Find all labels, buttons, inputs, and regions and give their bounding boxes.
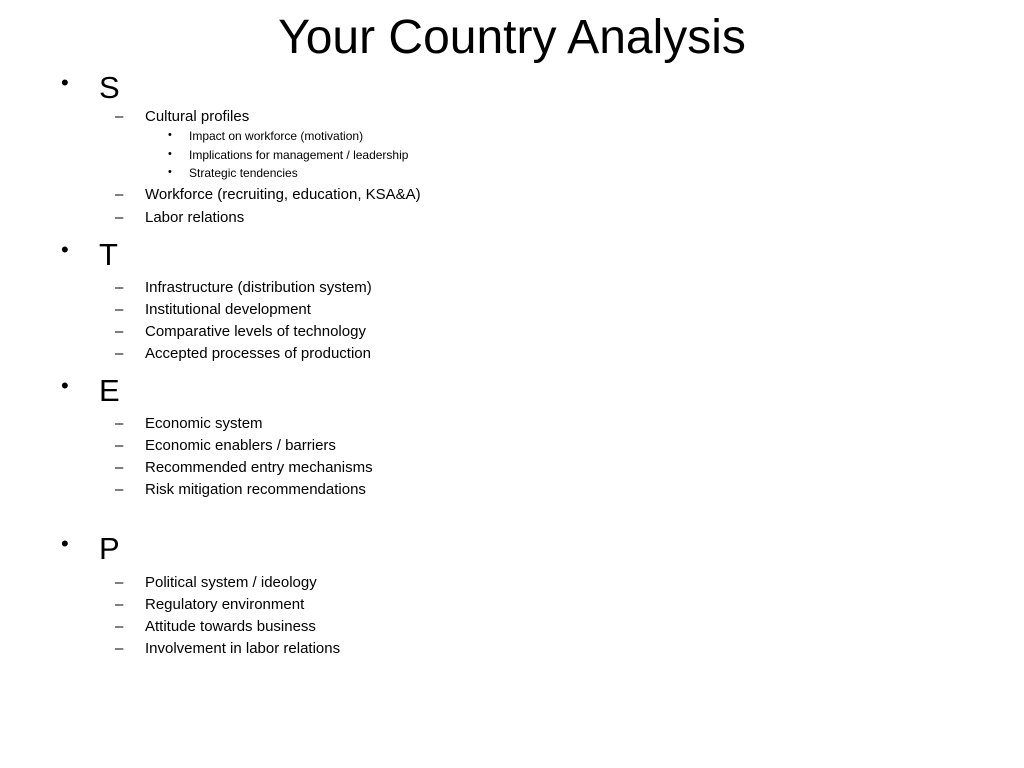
list-item-text: Institutional development <box>145 301 311 318</box>
dash-icon: – <box>115 108 124 125</box>
section-heading: T <box>99 237 118 272</box>
list-item-text: Recommended entry mechanisms <box>145 459 373 476</box>
list-item-text: Economic enablers / barriers <box>145 437 336 454</box>
list-item-text: Accepted processes of production <box>145 345 371 362</box>
list-item-text: Cultural profiles <box>145 108 250 125</box>
list-item-text: Political system / ideology <box>145 574 317 591</box>
bullet-icon: • <box>61 373 69 398</box>
section-heading: E <box>99 373 120 408</box>
bullet-icon: • <box>168 148 172 160</box>
section-heading: P <box>99 531 120 566</box>
dash-icon: – <box>115 301 124 318</box>
list-item-text: Involvement in labor relations <box>145 640 341 657</box>
dash-icon: – <box>115 618 124 635</box>
dash-icon: – <box>115 459 124 476</box>
bullet-icon: • <box>61 70 69 95</box>
list-item-text: Workforce (recruiting, education, KSA&A) <box>145 186 421 203</box>
dash-icon: – <box>115 323 124 340</box>
dash-icon: – <box>115 415 124 432</box>
dash-icon: – <box>115 574 124 591</box>
bullet-icon: • <box>168 166 172 178</box>
dash-icon: – <box>115 345 124 362</box>
sub-list-item-text: Strategic tendencies <box>189 166 298 180</box>
list-item-text: Regulatory environment <box>145 596 305 613</box>
list-item-text: Attitude towards business <box>145 618 316 635</box>
sub-list-item-text: Impact on workforce (motivation) <box>189 129 364 143</box>
list-item-text: Risk mitigation recommendations <box>145 481 366 498</box>
dash-icon: – <box>115 279 124 296</box>
dash-icon: – <box>115 209 124 226</box>
dash-icon: – <box>115 186 124 203</box>
section-heading: S <box>99 70 120 105</box>
list-item-text: Infrastructure (distribution system) <box>145 279 372 296</box>
dash-icon: – <box>115 481 124 498</box>
bullet-icon: • <box>61 531 69 556</box>
list-item-text: Economic system <box>145 415 263 432</box>
list-item-text: Comparative levels of technology <box>145 323 366 340</box>
dash-icon: – <box>115 437 124 454</box>
dash-icon: – <box>115 596 124 613</box>
dash-icon: – <box>115 640 124 657</box>
slide-title: Your Country Analysis <box>278 11 746 64</box>
sub-list-item-text: Implications for management / leadership <box>189 148 409 162</box>
list-item-text: Labor relations <box>145 209 245 226</box>
bullet-icon: • <box>168 129 172 141</box>
bullet-icon: • <box>61 237 69 262</box>
